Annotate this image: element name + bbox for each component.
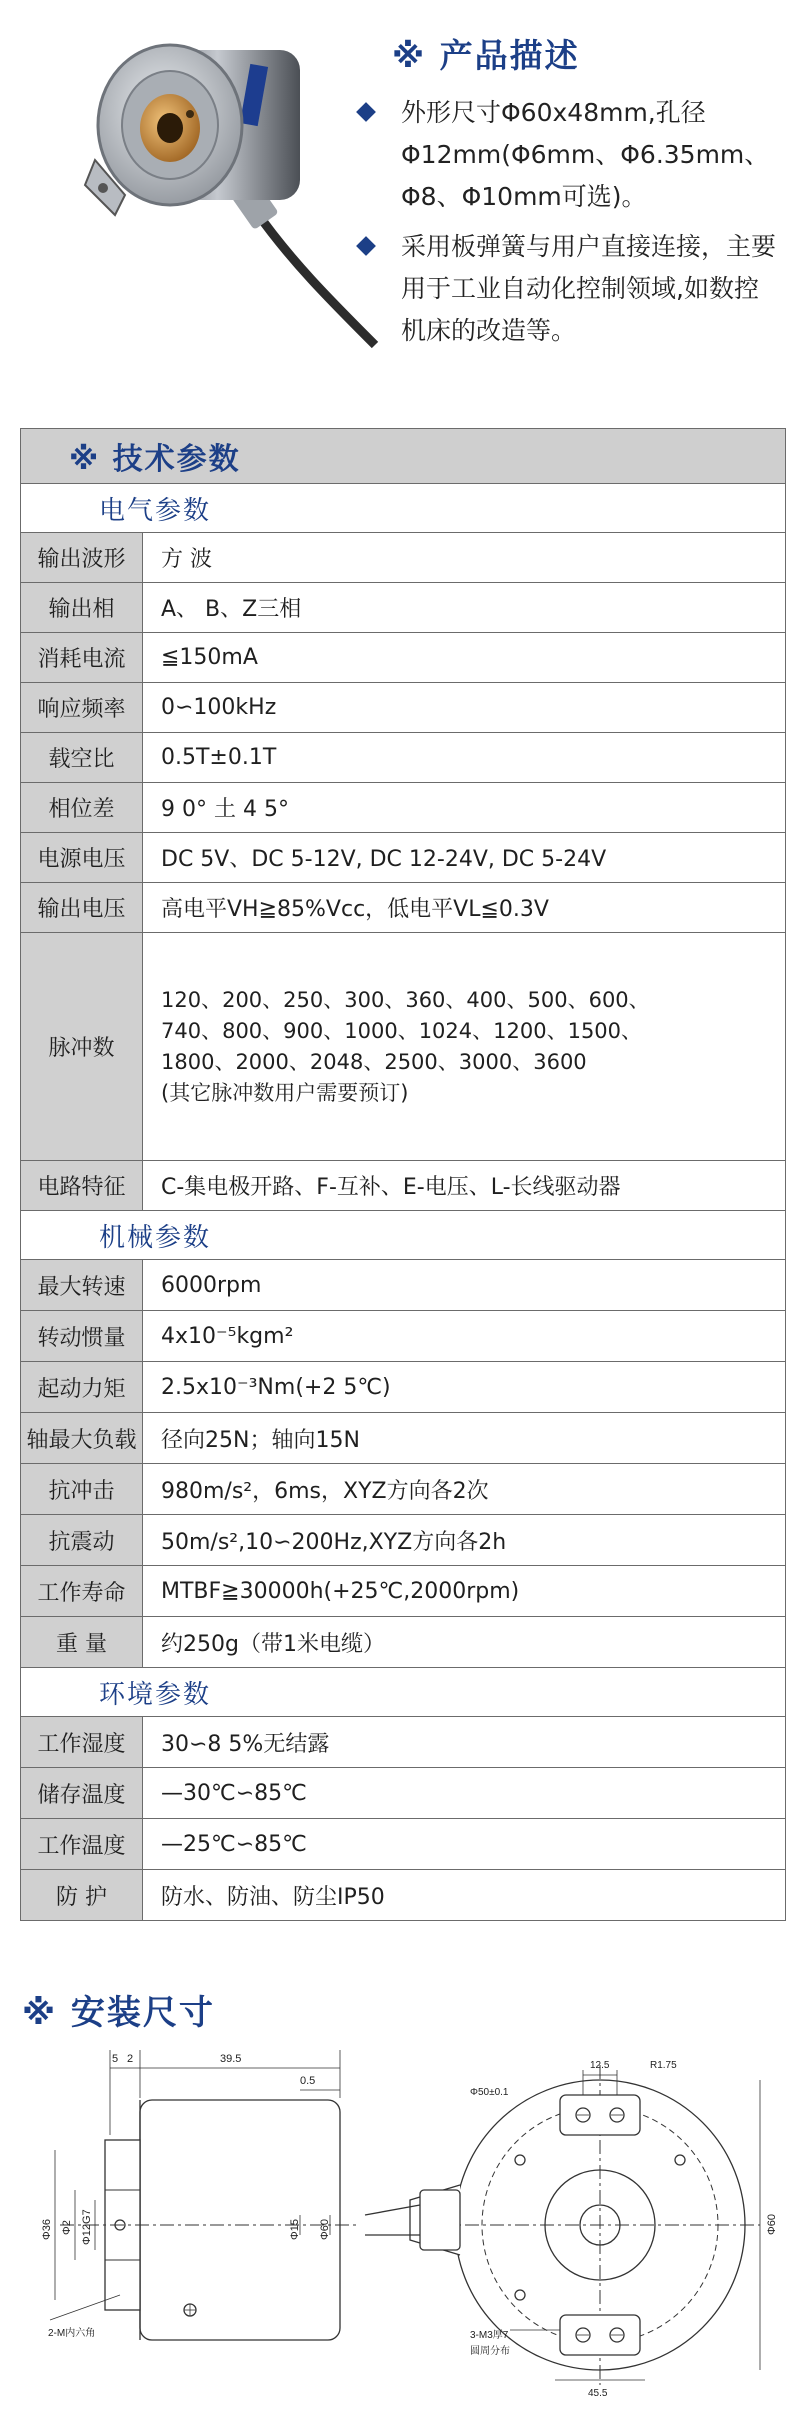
table-row <box>21 633 786 683</box>
param-key: 储存温度 <box>21 1768 143 1819</box>
dim-label: 圆周分布 <box>470 2346 510 2357</box>
dim-label: Φ60 <box>766 2213 778 2235</box>
param-value: 0∽100kHz <box>143 683 786 733</box>
table-row <box>21 1870 786 1921</box>
table-row <box>21 1413 786 1464</box>
param-value: 50m/s²,10∽200Hz,XYZ方向各2h <box>143 1515 786 1566</box>
table-row <box>21 1362 786 1413</box>
param-value: —30℃∽85℃ <box>143 1768 786 1819</box>
param-value: 6000rpm <box>143 1260 786 1311</box>
table-row <box>21 683 786 733</box>
pulse-line: 120、200、250、300、360、400、500、600、 <box>161 987 650 1012</box>
param-key: 载空比 <box>21 733 143 783</box>
dim-label: 45.5 <box>588 2388 608 2399</box>
table-row <box>21 533 786 583</box>
param-value: C-集电极开路、F-互补、E-电压、L-长线驱动器 <box>143 1161 786 1211</box>
dim-label: 12.5 <box>590 2060 610 2071</box>
section-heading-mechanical: 机械参数 <box>21 1211 786 1260</box>
param-value: 9 0° 土 4 5° <box>143 783 786 833</box>
param-key: 响应频率 <box>21 683 143 733</box>
param-key: 起动力矩 <box>21 1362 143 1413</box>
table-row <box>21 1768 786 1819</box>
bullet-diamond-icon <box>356 236 376 256</box>
param-key: 电路特征 <box>21 1161 143 1211</box>
param-key: 防 护 <box>21 1870 143 1921</box>
dim-label: 2 <box>127 2053 134 2065</box>
param-value: 4x10⁻⁵kgm² <box>143 1311 786 1362</box>
param-key: 工作温度 <box>21 1819 143 1870</box>
param-value: A、 B、Z三相 <box>143 583 786 633</box>
dim-label: Φ60 <box>319 2218 331 2240</box>
dim-label: 3-M3厚7 <box>470 2330 509 2341</box>
param-key: 相位差 <box>21 783 143 833</box>
table-row <box>21 1819 786 1870</box>
table-row <box>21 1566 786 1617</box>
param-value: 30∽8 5%无结露 <box>143 1717 786 1768</box>
param-key: 脉冲数 <box>21 933 143 1161</box>
pulse-line: 740、800、900、1000、1024、1200、1500、 <box>161 1018 643 1043</box>
param-value: 0.5T±0.1T <box>143 733 786 783</box>
dim-label: Φ50±0.1 <box>470 2087 509 2098</box>
bullet-diamond-icon <box>356 102 376 122</box>
param-value <box>143 933 786 1161</box>
param-key: 重 量 <box>21 1617 143 1668</box>
param-key: 消耗电流 <box>21 633 143 683</box>
param-key: 转动惯量 <box>21 1311 143 1362</box>
param-value: DC 5V、DC 5-12V, DC 12-24V, DC 5-24V <box>143 833 786 883</box>
table-row <box>21 1161 786 1211</box>
param-value: 径向25N；轴向15N <box>143 1413 786 1464</box>
encoder-product-image <box>40 10 380 350</box>
spec-table <box>20 428 786 1921</box>
param-value: 2.5x10⁻³Nm(+2 5℃) <box>143 1362 786 1413</box>
dimension-drawing <box>0 2040 800 2420</box>
param-value: 高电平VH≧85%Vcc，低电平VL≦0.3V <box>143 883 786 933</box>
param-key: 电源电压 <box>21 833 143 883</box>
section-heading-environment: 环境参数 <box>21 1668 786 1717</box>
table-row <box>21 733 786 783</box>
param-value: 约250g（带1米电缆） <box>143 1617 786 1668</box>
param-key: 工作寿命 <box>21 1566 143 1617</box>
table-row <box>21 833 786 883</box>
table-row <box>21 883 786 933</box>
param-value: 980m/s²，6ms，XYZ方向各2次 <box>143 1464 786 1515</box>
table-row <box>21 583 786 633</box>
param-value: ≦150mA <box>143 633 786 683</box>
table-row <box>21 1311 786 1362</box>
dim-label: 0.5 <box>300 2075 316 2087</box>
param-value: 方 波 <box>143 533 786 583</box>
side-view-drawing <box>41 2050 360 2340</box>
install-title: ※ 安装尺寸 <box>22 1993 215 2033</box>
table-row <box>21 1717 786 1768</box>
table-row <box>21 1515 786 1566</box>
param-key: 抗冲击 <box>21 1464 143 1515</box>
dim-label: Φ15 <box>289 2218 301 2240</box>
param-key: 轴最大负载 <box>21 1413 143 1464</box>
table-row <box>21 1260 786 1311</box>
pulse-line: (其它脉冲数用户需要预订) <box>161 1080 409 1105</box>
param-key: 输出相 <box>21 583 143 633</box>
param-key: 输出波形 <box>21 533 143 583</box>
table-row <box>21 1617 786 1668</box>
param-value: MTBF≧30000h(+25℃,2000rpm) <box>143 1566 786 1617</box>
dim-label: Φ12G7 <box>81 2209 93 2245</box>
description-item: 采用板弹簧与用户直接连接，主要用于工业自动化控制领域,如数控机床的改造等。 <box>355 226 780 352</box>
description-item: 外形尺寸Φ60x48mm,孔径Φ12mm(Φ6mm、Φ6.35mm、Φ8、Φ10mm可选)。 <box>355 92 780 218</box>
dim-label: R1.75 <box>650 2060 677 2071</box>
description-title: ※ 产品描述 <box>392 36 580 75</box>
dim-label: 39.5 <box>220 2053 242 2065</box>
table-row <box>21 933 786 1161</box>
table-row <box>21 783 786 833</box>
spec-title: ※ 技术参数 <box>21 429 786 484</box>
dim-label: 2-M内六角 <box>48 2328 96 2339</box>
description-list <box>355 92 780 360</box>
param-key: 最大转速 <box>21 1260 143 1311</box>
product-description-section <box>0 0 800 360</box>
section-heading-electrical: 电气参数 <box>21 484 786 533</box>
param-key: 输出电压 <box>21 883 143 933</box>
dim-label: Φ36 <box>41 2218 53 2240</box>
param-value: 防水、防油、防尘IP50 <box>143 1870 786 1921</box>
dim-label: 5 <box>112 2053 119 2065</box>
param-value: —25℃∽85℃ <box>143 1819 786 1870</box>
front-view-drawing <box>365 2060 778 2399</box>
table-row <box>21 1464 786 1515</box>
dim-label: Φ2 <box>61 2220 73 2235</box>
pulse-line: 1800、2000、2048、2500、3000、3600 <box>161 1049 587 1074</box>
param-key: 抗震动 <box>21 1515 143 1566</box>
param-key: 工作湿度 <box>21 1717 143 1768</box>
